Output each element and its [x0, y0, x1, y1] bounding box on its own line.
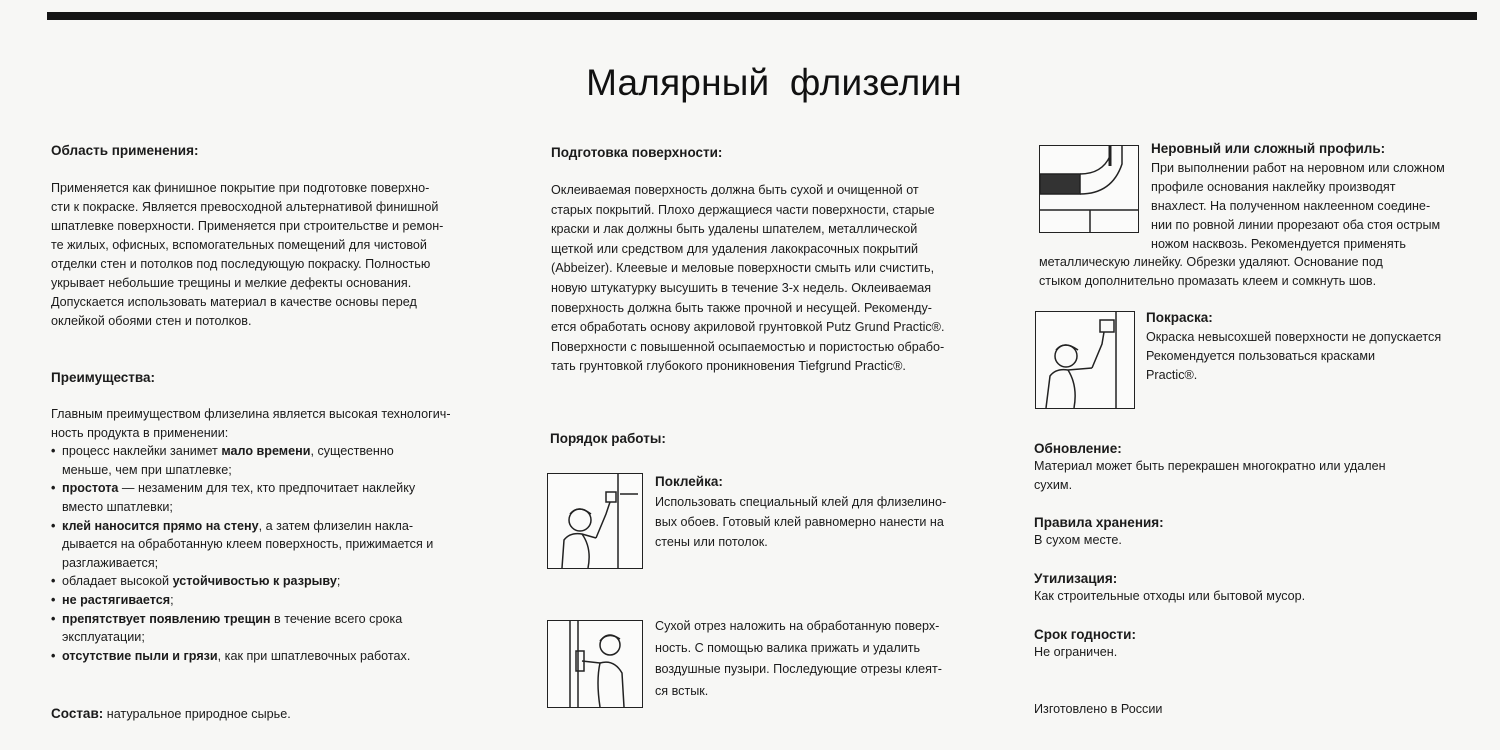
roller-illustration: [547, 620, 643, 708]
page-title: Малярный флизелин: [586, 62, 962, 103]
step1-heading: Поклейка:: [655, 474, 723, 489]
area-section: [51, 143, 511, 331]
work-order-heading: Порядок работы:: [550, 431, 666, 446]
painting-heading: Покраска:: [1146, 310, 1213, 325]
uneven-text-a: При выполнении работ на неровном или сложном профиле основания наклейку производят внахлест. На полученном наклеенном соедине- нии по ровной линии прорезают оба стоя острым ножом насквозь. Рекомендуется применять: [1151, 161, 1445, 251]
advantages-list: [51, 442, 521, 665]
storage-heading: Правила хранения:: [1034, 515, 1164, 530]
renewal-text: Материал может быть перекрашен многократно или удален сухим.: [1034, 459, 1386, 492]
list-item: • не растягивается;: [51, 591, 521, 610]
list-item: • обладает высокой устойчивостью к разрыву;: [51, 572, 521, 591]
disposal-heading: Утилизация:: [1034, 571, 1118, 586]
area-text: Применяется как финишное покрытие при подготовке поверхно- сти к покраске. Является превосходной альтернативой финишной шпатлевке поверхности. Применяется при строительстве и ремон- те жилых, офисных, вспомогательных помещений для чистовой отделки стен и потолков под последующую покраску. Полностью укрывает небольшие трещины и мелкие дефекты основания. Допускается использовать материал в качестве основы перед оклейкой обоями стен и потолков.: [51, 181, 444, 328]
advantages-intro: Главным преимуществом флизелина является высокая технологич- ность продукта в применении:: [51, 407, 451, 440]
list-item: • клей наносится прямо на стену, а затем флизелин накла- дывается на обработанную клеем поверхность, прижимается и разглаживается;: [51, 517, 521, 573]
person-applying-glue-icon: [548, 474, 642, 568]
step1-text: Использовать специальный клей для флизелино- вых обоев. Готовый клей равномерно нанести на стены или потолок.: [655, 495, 947, 549]
composition-text: натуральное природное сырье.: [103, 707, 291, 721]
disposal-text: Как строительные отходы или бытовой мусор.: [1034, 589, 1306, 603]
shelf-life-section: [1034, 627, 1484, 662]
list-item: • простота — незаменим для тех, кто предпочитает наклейку вместо шпатлевки;: [51, 479, 521, 516]
step-rolling: [655, 616, 985, 702]
painting-text: Окраска невысохшей поверхности не допускается Рекомендуется пользоваться красками Practic®.: [1146, 330, 1442, 382]
person-painting-wall-icon: [1036, 312, 1134, 408]
top-rule: [47, 12, 1477, 20]
uneven-text-b: металлическую линейку. Обрезки удаляют. Основание под стыком дополнительно промазать клеем и сомкнуть шов.: [1039, 255, 1383, 288]
preparation-heading: Подготовка поверхности:: [551, 145, 723, 160]
painting-section: [1146, 310, 1486, 385]
list-item: • препятствует появлению трещин в течение всего срока эксплуатации;: [51, 610, 521, 647]
preparation-text: Оклеиваемая поверхность должна быть сухой и очищенной от старых покрытий. Плохо держащиеся части поверхности, старые краски и лак должны быть удалены шпателем, металлической щеткой или средством для удаления лакокрасочных покрытий (Abbeizer). Клеевые и меловые поверхности смыть или счистить, новую штукатурку высушить в течение 3-х недель. Оклеиваемая поверхность должна быть также прочной и несущей. Рекоменду- ется обработать основу акриловой грунтовкой Putz Grund Practic®. Поверхности с повышенной осыпаемостью и пористостью обрабо- тать грунтовкой глубокого проникновения Tiefgrund Practic®.: [551, 183, 945, 374]
step2-text: Сухой отрез наложить на обработанную поверх- ность. С помощью валика прижать и удалить воздушные пузыри. Последующие отрезы клеят- ся встык.: [655, 619, 942, 698]
uneven-section: [1151, 141, 1481, 254]
list-item: • процесс наклейки занимет мало времени, существенно меньше, чем при шпатлевке;: [51, 442, 521, 479]
shelf-life-text: Не ограничен.: [1034, 645, 1118, 659]
work-order-heading-wrap: [550, 431, 750, 446]
step-gluing: [655, 474, 985, 552]
list-item: • отсутствие пыли и грязи, как при шпатлевочных работах.: [51, 647, 521, 666]
disposal-section: [1034, 571, 1484, 606]
wallpaper-overlap-profile-icon: [1040, 146, 1138, 232]
advantages-heading: Преимущества:: [51, 370, 156, 385]
composition-label: Состав:: [51, 706, 104, 721]
storage-section: [1034, 515, 1484, 550]
composition-line: [51, 706, 451, 721]
storage-text: В сухом месте.: [1034, 533, 1122, 547]
shelf-life-heading: Срок годности:: [1034, 627, 1136, 642]
profile-illustration: [1039, 145, 1139, 233]
renewal-heading: Обновление:: [1034, 441, 1122, 456]
uneven-heading: Неровный или сложный профиль:: [1151, 141, 1386, 156]
renewal-section: [1034, 441, 1484, 495]
preparation-section: [551, 145, 991, 377]
uneven-continuation: [1039, 253, 1489, 291]
paint-illustration: [1035, 311, 1135, 409]
area-heading: Область применения:: [51, 143, 199, 158]
made-in: Изготовлено в России: [1034, 702, 1163, 716]
glue-illustration: [547, 473, 643, 569]
person-rolling-wallpaper-icon: [548, 621, 642, 707]
advantages-section: [51, 370, 521, 665]
